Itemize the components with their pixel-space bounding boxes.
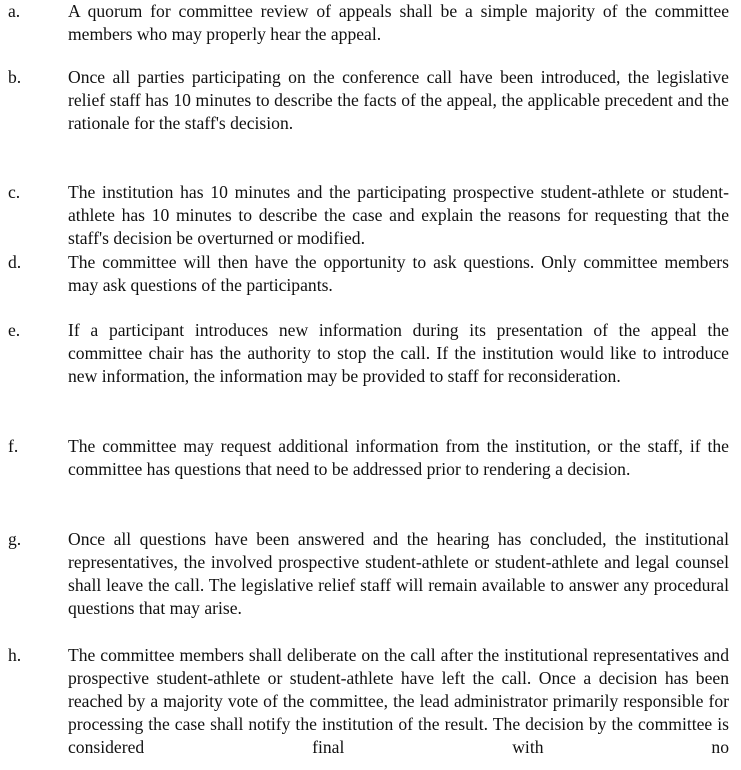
item-text: Once all questions have been answered and the hearing has concluded, the institutional representatives, the involved prospective student-athlete or student-athlete and legal counsel shall leave the call. The legislative relief staff will remain available to answer any procedural questions that may arise. [68,529,729,618]
item-label: h. [8,645,22,665]
item-label: e. [8,320,21,340]
item-text: A quorum for committee review of appeals shall be a simple majority of the committee members who may properly hear the appeal. [68,1,729,44]
item-label: d. [8,252,22,272]
item-label: c. [8,182,21,202]
item-label: g. [8,529,22,549]
item-label: b. [8,67,22,87]
item-text: Once all parties participating on the conference call have been introduced, the legislative relief staff has 10 minutes to describe the facts of the appeal, the applicable precedent and the rationale for the staff's decision. [68,67,729,133]
item-text: The institution has 10 minutes and the participating prospective student-athlete or student-athlete has 10 minutes to describe the case and explain the reasons for requesting that the staff's decision be overturned or modified. [68,182,729,248]
item-text: The committee members shall deliberate on the call after the institutional representatives and prospective student-athlete or student-athlete have left the call. Once a decision has been reached by a majority vote of the committee, the lead administrator primarily responsible for processing the case shall notify the institution of the result. The decision by the committee is considered final with no [68,645,729,757]
item-text: The committee will then have the opportunity to ask questions. Only committee members may ask questions of the participants. [68,252,729,295]
item-label: f. [8,436,19,456]
item-label: a. [8,1,21,21]
item-text: The committee may request additional information from the institution, or the staff, if the committee has questions that need to be addressed prior to rendering a decision. [68,436,729,479]
item-text: If a participant introduces new information during its presentation of the appeal the committee chair has the authority to stop the call. If the institution would like to introduce new information, the information may be provided to staff for reconsideration. [68,320,729,386]
